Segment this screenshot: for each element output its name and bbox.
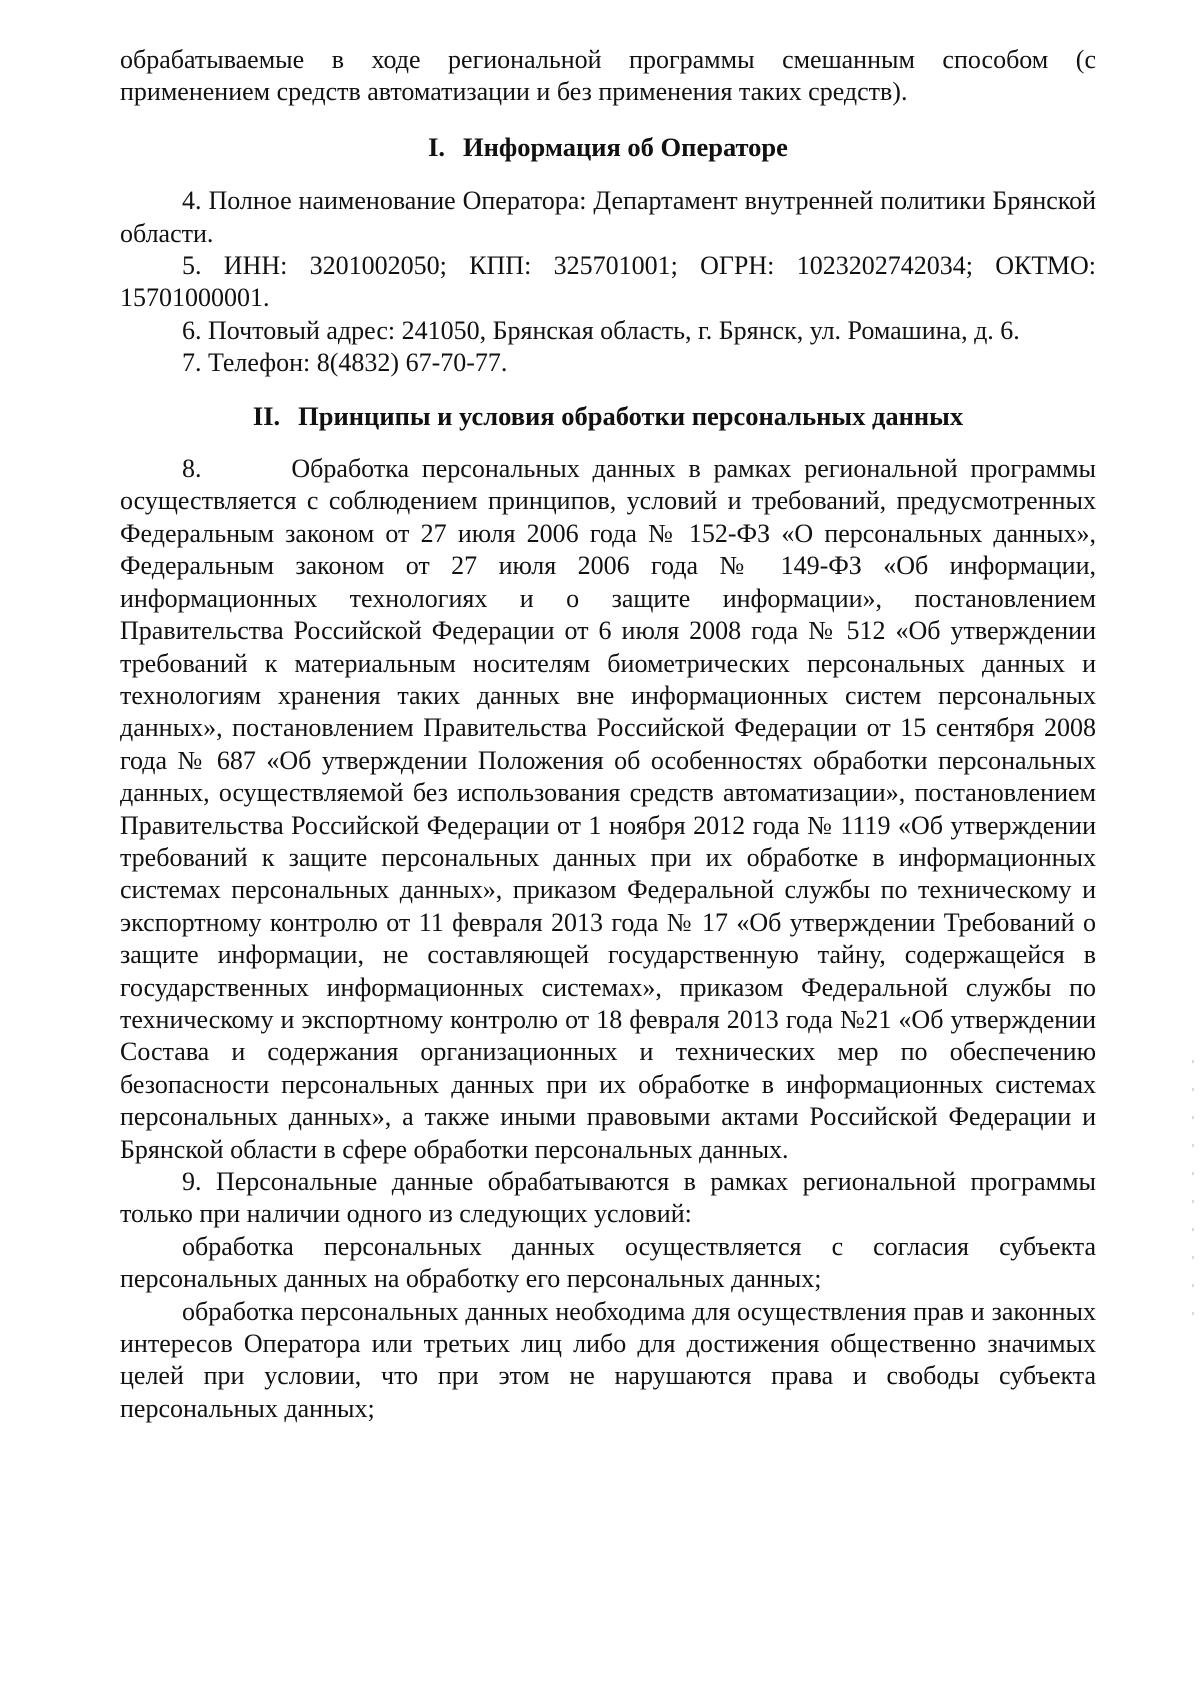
section-title: Принципы и условия обработки персональных данных xyxy=(298,400,964,431)
intro-paragraph: обрабатываемые в ходе региональной программы смешанным способом (с применением средств автоматизации и без применения таких средств). xyxy=(120,45,1096,107)
item-5-registration-codes: 5. ИНН: 3201002050; КПП: 325701001; ОГРН: 1023202742034; ОКТМО: 15701000001. xyxy=(120,251,1096,313)
item-6-postal-address: 6. Почтовый адрес: 241050, Брянская область, г. Брянск, ул. Ромашина, д. 6. xyxy=(182,315,1020,345)
scan-edge-marks xyxy=(1192,1060,1194,1320)
section-heading-principles xyxy=(120,400,1096,432)
item-8-legal-basis: 8. Обработка персональных данных в рамках региональной программы осуществляется с соблюдением принципов, условий и требований, предусмотренных Федеральным законом от 27 июля 2006 года № 152-ФЗ «О персональных данных», Федеральным законом от 27 июля 2006 года № 149-ФЗ «Об информации, информационных технологиях и о защите информации», постановлением Правительства Российской Федерации от 6 июля 2008 года № 512 «Об утверждении требований к материальным носителям биометрических персональных данных и технологиям хранения таких данных вне информационных систем персональных данных», постановлением Правительства Российской Федерации от 15 сентября 2008 года № 687 «Об утверждении Положения об особенностях обработки персональных данных, осуществляемой без использования средств автоматизации», постановлением Правительства Российской Федерации от 1 ноября 2012 года № 1119 «Об утверждении требований к защите персональных данных при их обработке в информационных системах персональных данных», приказом Федеральной службы по техническому и экспортному контролю от 11 февраля 2013 года № 17 «Об утверждении Требований о защите информации, не составляющей государственную тайну, содержащейся в государственных информационных системах», приказом Федеральной службы по техническому и экспортному контролю от 18 февраля 2013 года №21 «Об утверждении Состава и содержания организационных и технических мер по обеспечению безопасности персональных данных при их обработке в информационных системах персональных данных», а также иными правовыми актами Российской Федерации и Брянской области в сфере обработки персональных данных. xyxy=(120,454,1096,1164)
item-9-conditions-intro: 9. Персональные данные обрабатываются в рамках региональной программы только при наличии одного из следующих условий: xyxy=(120,1167,1096,1229)
condition-legitimate-interests: обработка персональных данных необходима для осуществления прав и законных интересов Оператора или третьих лиц либо для достижения общественно значимых целей при условии, что при этом не нарушаются права и свободы субъекта персональных данных; xyxy=(120,1296,1096,1423)
item-4-operator-name: 4. Полное наименование Оператора: Департамент внутренней политики Брянской области. xyxy=(120,186,1096,248)
section-title: Информация об Операторе xyxy=(463,131,788,162)
section-number: II. xyxy=(252,400,281,431)
item-7-phone: 7. Телефон: 8(4832) 67-70-77. xyxy=(182,348,508,378)
condition-consent: обработка персональных данных осуществляется с согласия субъекта персональных данных на обработку его персональных данных; xyxy=(120,1231,1096,1294)
section-number: I. xyxy=(428,131,446,162)
document-page xyxy=(120,44,1096,1425)
section-heading-operator-info xyxy=(120,131,1096,163)
